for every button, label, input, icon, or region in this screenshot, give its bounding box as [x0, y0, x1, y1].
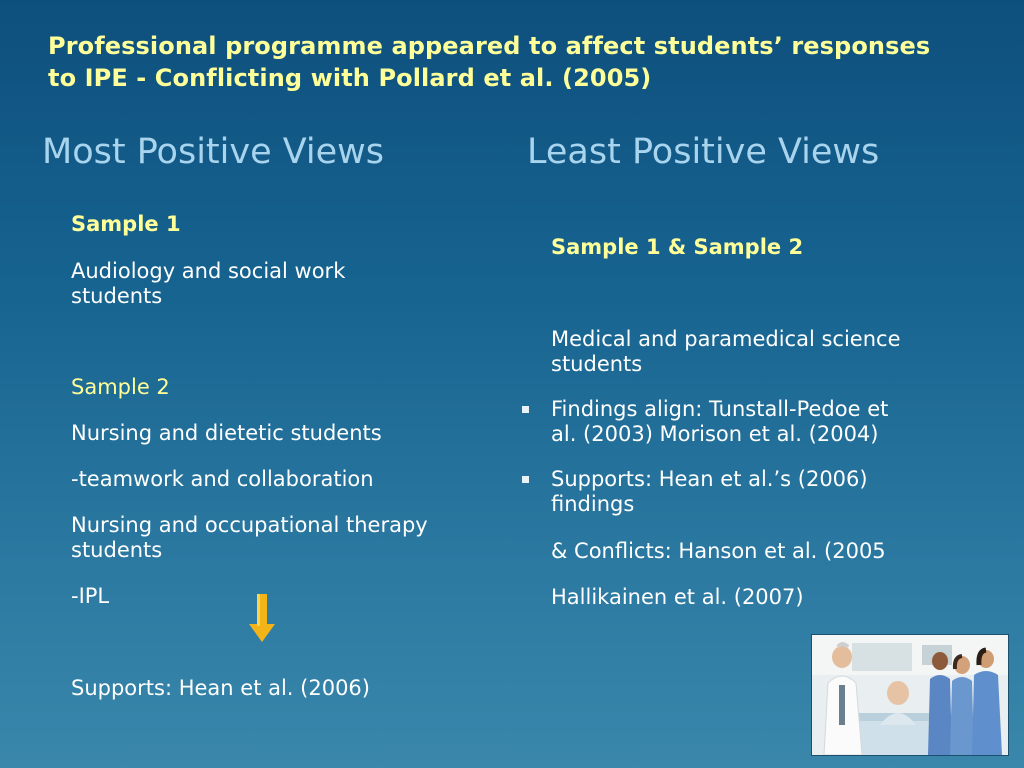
ipl-text: -IPL [71, 584, 110, 608]
samples-1-2-label: Sample 1 & Sample 2 [551, 235, 804, 259]
supports-line-2: findings [551, 492, 635, 516]
audiology-line-1: Audiology and social work [71, 259, 346, 283]
medical-line-1: Medical and paramedical science [551, 327, 901, 351]
nursing-ot-line-1: Nursing and occupational therapy [71, 513, 428, 537]
nursing-ot-line-2: students [71, 538, 163, 562]
down-arrow-icon [249, 594, 275, 642]
nursing-dietetic-text: Nursing and dietetic students [71, 421, 382, 445]
hallikainen-text: Hallikainen et al. (2007) [551, 585, 804, 609]
title-line-1: Professional programme appeared to affect students’ responses [48, 32, 931, 60]
findings-line-2: al. (2003) Morison et al. (2004) [551, 422, 879, 446]
audiology-line-2: students [71, 284, 163, 308]
clinical-team-photo [811, 634, 1009, 756]
most-positive-heading: Most Positive Views [42, 132, 385, 172]
supports-hean-text: Supports: Hean et al. (2006) [71, 676, 370, 700]
supports-line-1: Supports: Hean et al.’s (2006) [551, 467, 868, 491]
least-positive-heading: Least Positive Views [527, 132, 880, 172]
conflicts-text: & Conflicts: Hanson et al. (2005 [551, 539, 886, 563]
title-line-2: to IPE - Conflicting with Pollard et al. (2005) [48, 64, 652, 92]
sample-1-label: Sample 1 [71, 212, 181, 236]
findings-line-1: Findings align: Tunstall-Pedoe et [551, 397, 889, 421]
medical-line-2: students [551, 352, 643, 376]
slide-title [48, 30, 1008, 94]
bullet-icon [522, 406, 529, 413]
bullet-icon [522, 476, 529, 483]
teamwork-text: -teamwork and collaboration [71, 467, 374, 491]
sample-2-label: Sample 2 [71, 375, 170, 399]
